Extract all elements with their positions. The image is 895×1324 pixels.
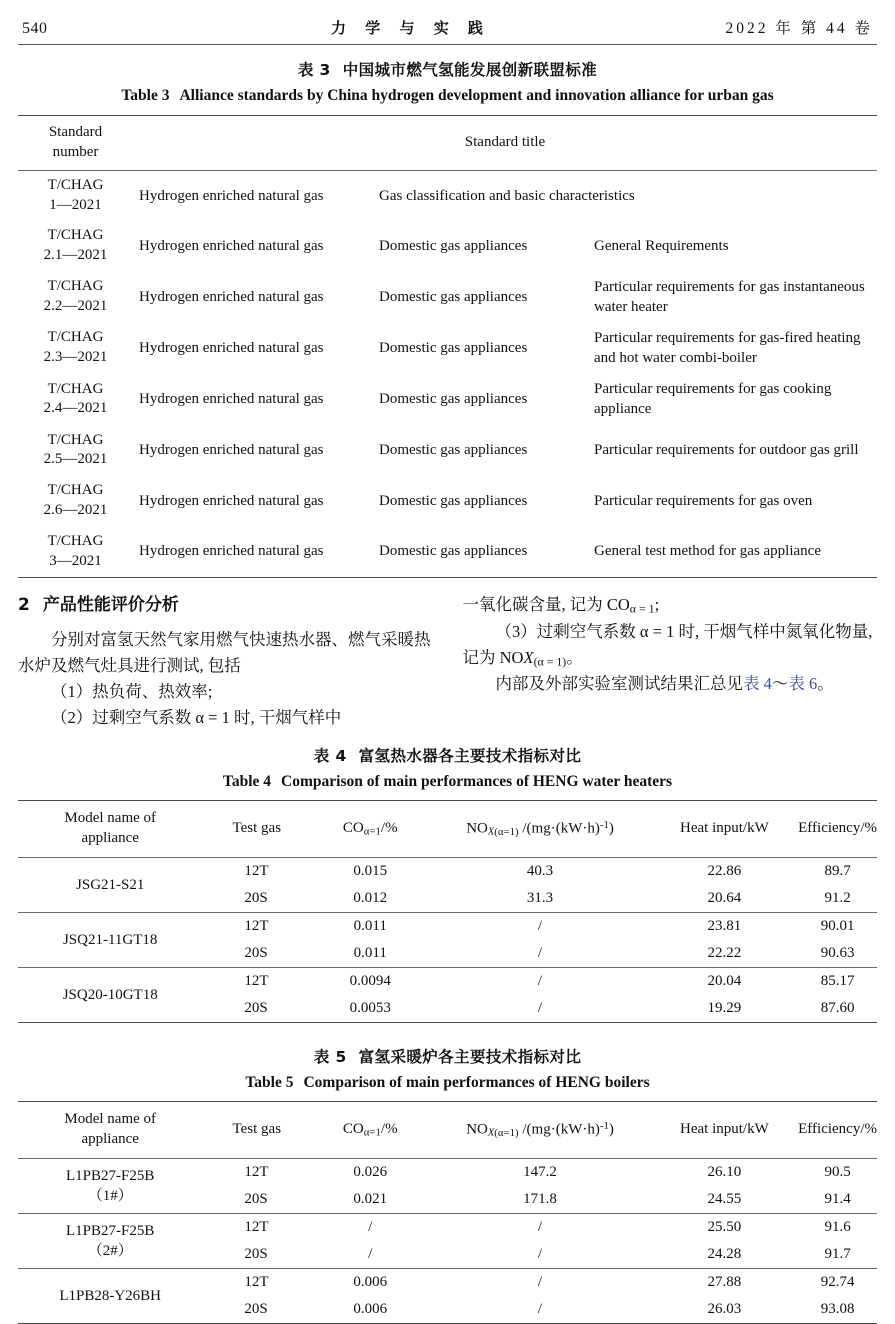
table4-cell-nox: 31.3 (526, 890, 554, 907)
model-line2: （1#） (87, 1188, 133, 1205)
header-rule (18, 44, 877, 45)
table4-header-eff: Efficiency/% (798, 820, 877, 837)
table5-cell-eff: 92.74 (798, 1269, 877, 1297)
header-model-line1: Model name of (64, 810, 157, 827)
table4-cell-nox: 40.3 (526, 863, 554, 880)
table3-cell-c: Particular requirements for gas oven (594, 492, 813, 509)
table4-header-nox (429, 801, 650, 858)
running-head (0, 0, 895, 44)
table5-cell-nox: 171.8 (523, 1191, 557, 1208)
table5-header-model (18, 1102, 202, 1159)
table4-header-model (18, 801, 202, 858)
table4-cell-gas: 12T (202, 968, 311, 996)
section-title: 产品性能评价分析 (42, 595, 179, 616)
std-number-line1: T/CHAG (47, 380, 104, 397)
table4-header-row (18, 801, 877, 858)
header-co-main: CO (342, 1121, 364, 1138)
header-nox-unit-post: ) (608, 1121, 614, 1138)
table5-header-co (311, 1102, 429, 1159)
header-nox-unit-pre: /(mg·(kW·h) (518, 820, 600, 837)
model-line1: L1PB27-F25B (66, 1168, 155, 1185)
table5-cell-model (18, 1159, 202, 1214)
table5-cell-gas: 20S (244, 1246, 268, 1263)
table5-header-row (18, 1102, 877, 1159)
para-text: ～ (771, 674, 789, 694)
header-model-line2: appliance (81, 1130, 139, 1147)
table4 (18, 800, 877, 1023)
table3-cell-a: Hydrogen enriched natural gas (139, 289, 324, 306)
table5-body (18, 1159, 877, 1324)
para-text: （3）过剩空气系数 α = 1 时, 干烟气样中氮氧化物量, 记为 NO (462, 621, 873, 667)
paragraph (463, 619, 878, 671)
table5-cell-nox: / (537, 1301, 543, 1318)
table3-cell-number (18, 323, 133, 374)
table3-caption-en-text: Alliance standards by China hydrogen development and innovation alliance for urban gas (179, 87, 774, 104)
table3-cell-c: Particular requirements for gas-fired heating and hot water combi-boiler (594, 330, 861, 367)
table5-cell-model (18, 1214, 202, 1269)
table5-header-eff: Efficiency/% (798, 1121, 877, 1138)
std-number-line1: T/CHAG (47, 482, 104, 499)
header-nox-unit-pre: /(mg·(kW·h) (518, 1121, 600, 1138)
table3-head (18, 116, 877, 171)
table4-cell-nox: / (429, 968, 650, 996)
table5-cell-co: / (368, 1246, 373, 1263)
table5-cell-heat: 26.10 (707, 1164, 742, 1181)
table4-cell-nox: / (537, 945, 543, 962)
model-line1: L1PB28-Y26BH (59, 1288, 162, 1305)
table-reference-link[interactable]: 表 4 (743, 674, 772, 694)
table3-cell-c: General test method for gas appliance (594, 543, 821, 560)
table4-cell-co: 0.011 (353, 945, 387, 962)
header-nox-unit-post: ) (608, 820, 614, 837)
table3-cell-a: Hydrogen enriched natural gas (139, 238, 324, 255)
table5-cell-eff: 90.5 (824, 1164, 851, 1181)
model-line1: L1PB27-F25B (66, 1223, 155, 1240)
std-number-line2: 2.6—2021 (43, 501, 108, 518)
table4-cell-nox: / (429, 913, 650, 941)
table4-cell-model: JSG21-S21 (76, 877, 145, 894)
std-number-line1: T/CHAG (47, 329, 104, 346)
table3-caption-cn (0, 58, 895, 80)
table4-cell-eff: 90.01 (798, 913, 877, 941)
table5-cell-model (18, 1269, 202, 1324)
paragraph: 分别对富氢天然气家用燃气快速热水器、燃气采暖热水炉及燃气灶具进行测试, 包括 (18, 630, 431, 676)
header-nox-unit-sup: -1 (599, 819, 609, 832)
para-text: ; (654, 595, 660, 615)
table4-cell-gas: 12T (202, 913, 311, 941)
issue-info: 2022 年 第 44 卷 (725, 20, 873, 37)
table3-header-title: Standard title (464, 133, 546, 150)
table3-cell-b: Domestic gas appliances (379, 442, 528, 459)
table3-cell-number (18, 272, 133, 323)
table-row (18, 1159, 877, 1187)
table3-header-number-line2: number (52, 144, 99, 161)
table4-cell-gas: 12T (244, 863, 269, 880)
journal-title: 力 学 与 实 践 (331, 19, 490, 37)
table4-cell-eff: 85.17 (798, 968, 877, 996)
table4-cell-eff: 87.60 (820, 1000, 855, 1017)
header-co-sub: α=1 (363, 825, 381, 838)
header-model-line1: Model name of (64, 1111, 157, 1128)
table4-header-heat: Heat input/kW (680, 820, 769, 837)
table5-cell-heat: 24.28 (707, 1246, 742, 1263)
table3-cell-number (18, 374, 133, 425)
table-row (18, 170, 877, 221)
table3-cell-b: Domestic gas appliances (379, 238, 528, 255)
std-number-line1: T/CHAG (47, 278, 104, 295)
table4-caption-en-number: Table 4 (222, 773, 272, 791)
table3-cell-number (18, 170, 133, 221)
table4-caption-cn (0, 744, 895, 766)
table5-cell-heat: 25.50 (651, 1214, 798, 1242)
header-nox-unit-sup: -1 (599, 1120, 609, 1133)
table3-cell-number (18, 426, 133, 477)
body-column-left (18, 592, 433, 731)
table4-body (18, 858, 877, 1023)
table4-header-gas: Test gas (232, 820, 282, 837)
table4-cell-gas: 20S (244, 1000, 268, 1017)
table4-caption-en-text: Comparison of main performances of HENG water heaters (281, 773, 673, 791)
para-text: 。 (566, 647, 583, 667)
table-reference-link[interactable]: 表 6 (788, 674, 818, 694)
table-row (18, 527, 877, 578)
table-row (18, 858, 877, 886)
table3-cell-a: Hydrogen enriched natural gas (139, 442, 324, 459)
header-nox-main: NO (466, 1121, 488, 1138)
body-columns (18, 592, 877, 731)
table5-cell-nox: / (429, 1269, 650, 1297)
table4-cell-heat: 19.29 (707, 1000, 742, 1017)
table3-cell-b: Domestic gas appliances (379, 543, 528, 560)
std-number-line1: T/CHAG (47, 532, 104, 549)
table4-caption-en (0, 773, 895, 791)
table4-cell-heat: 20.64 (707, 890, 742, 907)
std-number-line2: 2.1—2021 (43, 247, 108, 264)
header-co-unit: /% (380, 820, 398, 837)
paragraph: （2）过剩空气系数 α = 1 时, 干烟气样中 (51, 708, 342, 728)
table4-cell-co: 0.0053 (349, 1000, 391, 1017)
table4-cell-heat: 22.22 (707, 945, 742, 962)
std-number-line2: 2.5—2021 (43, 451, 108, 468)
header-co-sub: α=1 (363, 1126, 381, 1139)
table3-cell-c: General Requirements (594, 238, 729, 255)
table5-caption-cn (0, 1045, 895, 1067)
table4-cell-model: JSQ20-10GT18 (18, 968, 202, 1023)
table-row (18, 1269, 877, 1297)
para-text: 一氧化碳含量, 记为 CO (462, 595, 630, 615)
table3-cell-b: Domestic gas appliances (379, 391, 528, 408)
table3-cell-c: Particular requirements for gas instantaneous water heater (594, 278, 865, 316)
std-number-line2: 2.3—2021 (43, 349, 108, 366)
table3-cell-c: Particular requirements for gas cooking appliance (594, 381, 832, 418)
table4-caption-cn-text: 富氢热水器各主要技术指标对比 (358, 747, 582, 766)
table5-cell-co: 0.021 (353, 1191, 388, 1208)
page-folio: 540 (22, 20, 48, 37)
table3-cell-a: Hydrogen enriched natural gas (139, 340, 324, 357)
table4-cell-co: 0.0094 (311, 968, 429, 996)
std-number-line2: 2.4—2021 (43, 400, 108, 417)
para-subscript: (α = 1) (533, 654, 567, 669)
table4-cell-nox: / (537, 1000, 543, 1017)
table5-cell-heat: 26.03 (707, 1301, 742, 1318)
table5-head (18, 1102, 877, 1159)
table5-caption-cn-text: 富氢采暖炉各主要技术指标对比 (358, 1048, 582, 1067)
table4-header-co (311, 801, 429, 858)
table4-cell-gas: 20S (244, 945, 268, 962)
table5-header-gas: Test gas (232, 1121, 282, 1138)
para-text: 内部及外部实验室测试结果汇总见 (495, 674, 743, 694)
header-co-main: CO (342, 820, 364, 837)
model-line2: （2#） (87, 1243, 133, 1260)
table-row (18, 1214, 877, 1242)
table5-cell-nox: / (537, 1246, 543, 1263)
table5-cell-co: / (311, 1214, 429, 1242)
table3-header-row (18, 116, 877, 171)
header-nox-sub: (α=1) (494, 1127, 519, 1140)
table3-cell-a: Hydrogen enriched natural gas (139, 391, 324, 408)
section-number: 2 (18, 595, 30, 616)
table3 (18, 115, 877, 578)
table-row (18, 426, 877, 477)
para-subscript: α = 1 (629, 601, 655, 616)
header-nox-var: X (487, 1127, 495, 1139)
table5-cell-co: 0.006 (311, 1269, 429, 1297)
table3-cell-a: Hydrogen enriched natural gas (139, 492, 324, 509)
std-number-line1: T/CHAG (47, 227, 104, 244)
body-column-right (463, 592, 878, 731)
table-row (18, 476, 877, 527)
table4-cell-co: 0.012 (353, 890, 388, 907)
table5-cell-eff: 91.7 (824, 1246, 851, 1263)
table5-cell-co: 0.006 (353, 1301, 388, 1318)
table4-cell-eff: 89.7 (824, 863, 851, 880)
table3-cell-b: Domestic gas appliances (379, 492, 528, 509)
para-variable: X (523, 647, 534, 667)
std-number-line1: T/CHAG (47, 176, 104, 193)
paragraph: （1）热负荷、热效率; (51, 682, 213, 702)
table4-cell-gas: 20S (244, 890, 268, 907)
table5-caption-en-text: Comparison of main performances of HENG boilers (303, 1074, 650, 1092)
table5-cell-heat: 27.88 (651, 1269, 798, 1297)
table5-cell-gas: 12T (244, 1164, 269, 1181)
table-row (18, 221, 877, 272)
table4-cell-model: JSQ21-11GT18 (18, 913, 202, 968)
table5-cell-eff: 91.6 (798, 1214, 877, 1242)
table3-cell-c: Particular requirements for outdoor gas grill (594, 442, 859, 459)
table4-cell-heat: 23.81 (651, 913, 798, 941)
table3-caption-en-number: Table 3 (121, 87, 170, 104)
table4-caption-cn-number: 表 4 (313, 747, 347, 766)
table3-body (18, 170, 877, 578)
table4-cell-co: 0.015 (353, 863, 388, 880)
table4-cell-eff: 90.63 (820, 945, 855, 962)
table-row (18, 272, 877, 323)
header-nox-main: NO (466, 820, 488, 837)
table5-cell-eff: 91.4 (824, 1191, 851, 1208)
table3-cell-b: Domestic gas appliances (379, 340, 528, 357)
table5-header-heat: Heat input/kW (680, 1121, 769, 1138)
table4-cell-heat: 20.04 (651, 968, 798, 996)
table5 (18, 1101, 877, 1324)
table5-cell-gas: 12T (202, 1269, 311, 1297)
table3-header-number-line1: Standard (48, 124, 103, 140)
table5-header-nox (429, 1102, 650, 1159)
table4-head (18, 801, 877, 858)
table5-caption-en-number: Table 5 (245, 1074, 294, 1092)
table5-cell-eff: 93.08 (820, 1301, 855, 1318)
table-row (18, 374, 877, 425)
section-heading (18, 592, 433, 619)
table5-cell-nox: / (429, 1214, 650, 1242)
table5-cell-gas: 20S (244, 1191, 268, 1208)
table4-cell-eff: 91.2 (824, 890, 851, 907)
para-text: 。 (817, 674, 834, 694)
table4-cell-co: 0.011 (311, 913, 429, 941)
std-number-line2: 2.2—2021 (43, 298, 108, 315)
paragraph (463, 671, 878, 697)
header-model-line2: appliance (81, 829, 139, 846)
header-co-unit: /% (380, 1121, 398, 1138)
table3-cell-b: Domestic gas appliances (379, 289, 528, 306)
table3-cell-number (18, 476, 133, 527)
table3-cell-a: Hydrogen enriched natural gas (139, 187, 324, 204)
std-number-line1: T/CHAG (47, 431, 104, 448)
table5-cell-gas: 20S (244, 1301, 268, 1318)
std-number-line2: 1—2021 (49, 196, 102, 213)
std-number-line2: 3—2021 (49, 552, 102, 569)
table-row (18, 913, 877, 941)
table3-caption-cn-text: 中国城市燃气氢能发展创新联盟标准 (342, 61, 598, 79)
table-row (18, 323, 877, 374)
table3-cell-a: Hydrogen enriched natural gas (139, 543, 324, 560)
table5-cell-heat: 24.55 (707, 1191, 742, 1208)
header-nox-var: X (487, 826, 495, 838)
table5-cell-co: 0.026 (353, 1164, 388, 1181)
table5-cell-nox: 147.2 (523, 1164, 557, 1181)
table5-caption-cn-number: 表 5 (313, 1048, 347, 1067)
paragraph (463, 592, 878, 618)
table5-caption-en (0, 1074, 895, 1092)
table3-cell-number (18, 221, 133, 272)
table3-cell-b: Gas classification and basic characteristics (379, 187, 635, 204)
header-nox-sub: (α=1) (494, 826, 519, 839)
table3-cell-number (18, 527, 133, 578)
table-row (18, 968, 877, 996)
table4-cell-heat: 22.86 (707, 863, 742, 880)
table3-header-number (18, 116, 133, 171)
table3-caption-cn-number: 表 3 (297, 61, 331, 79)
table5-cell-gas: 12T (202, 1214, 311, 1242)
table3-caption-en (0, 87, 895, 105)
